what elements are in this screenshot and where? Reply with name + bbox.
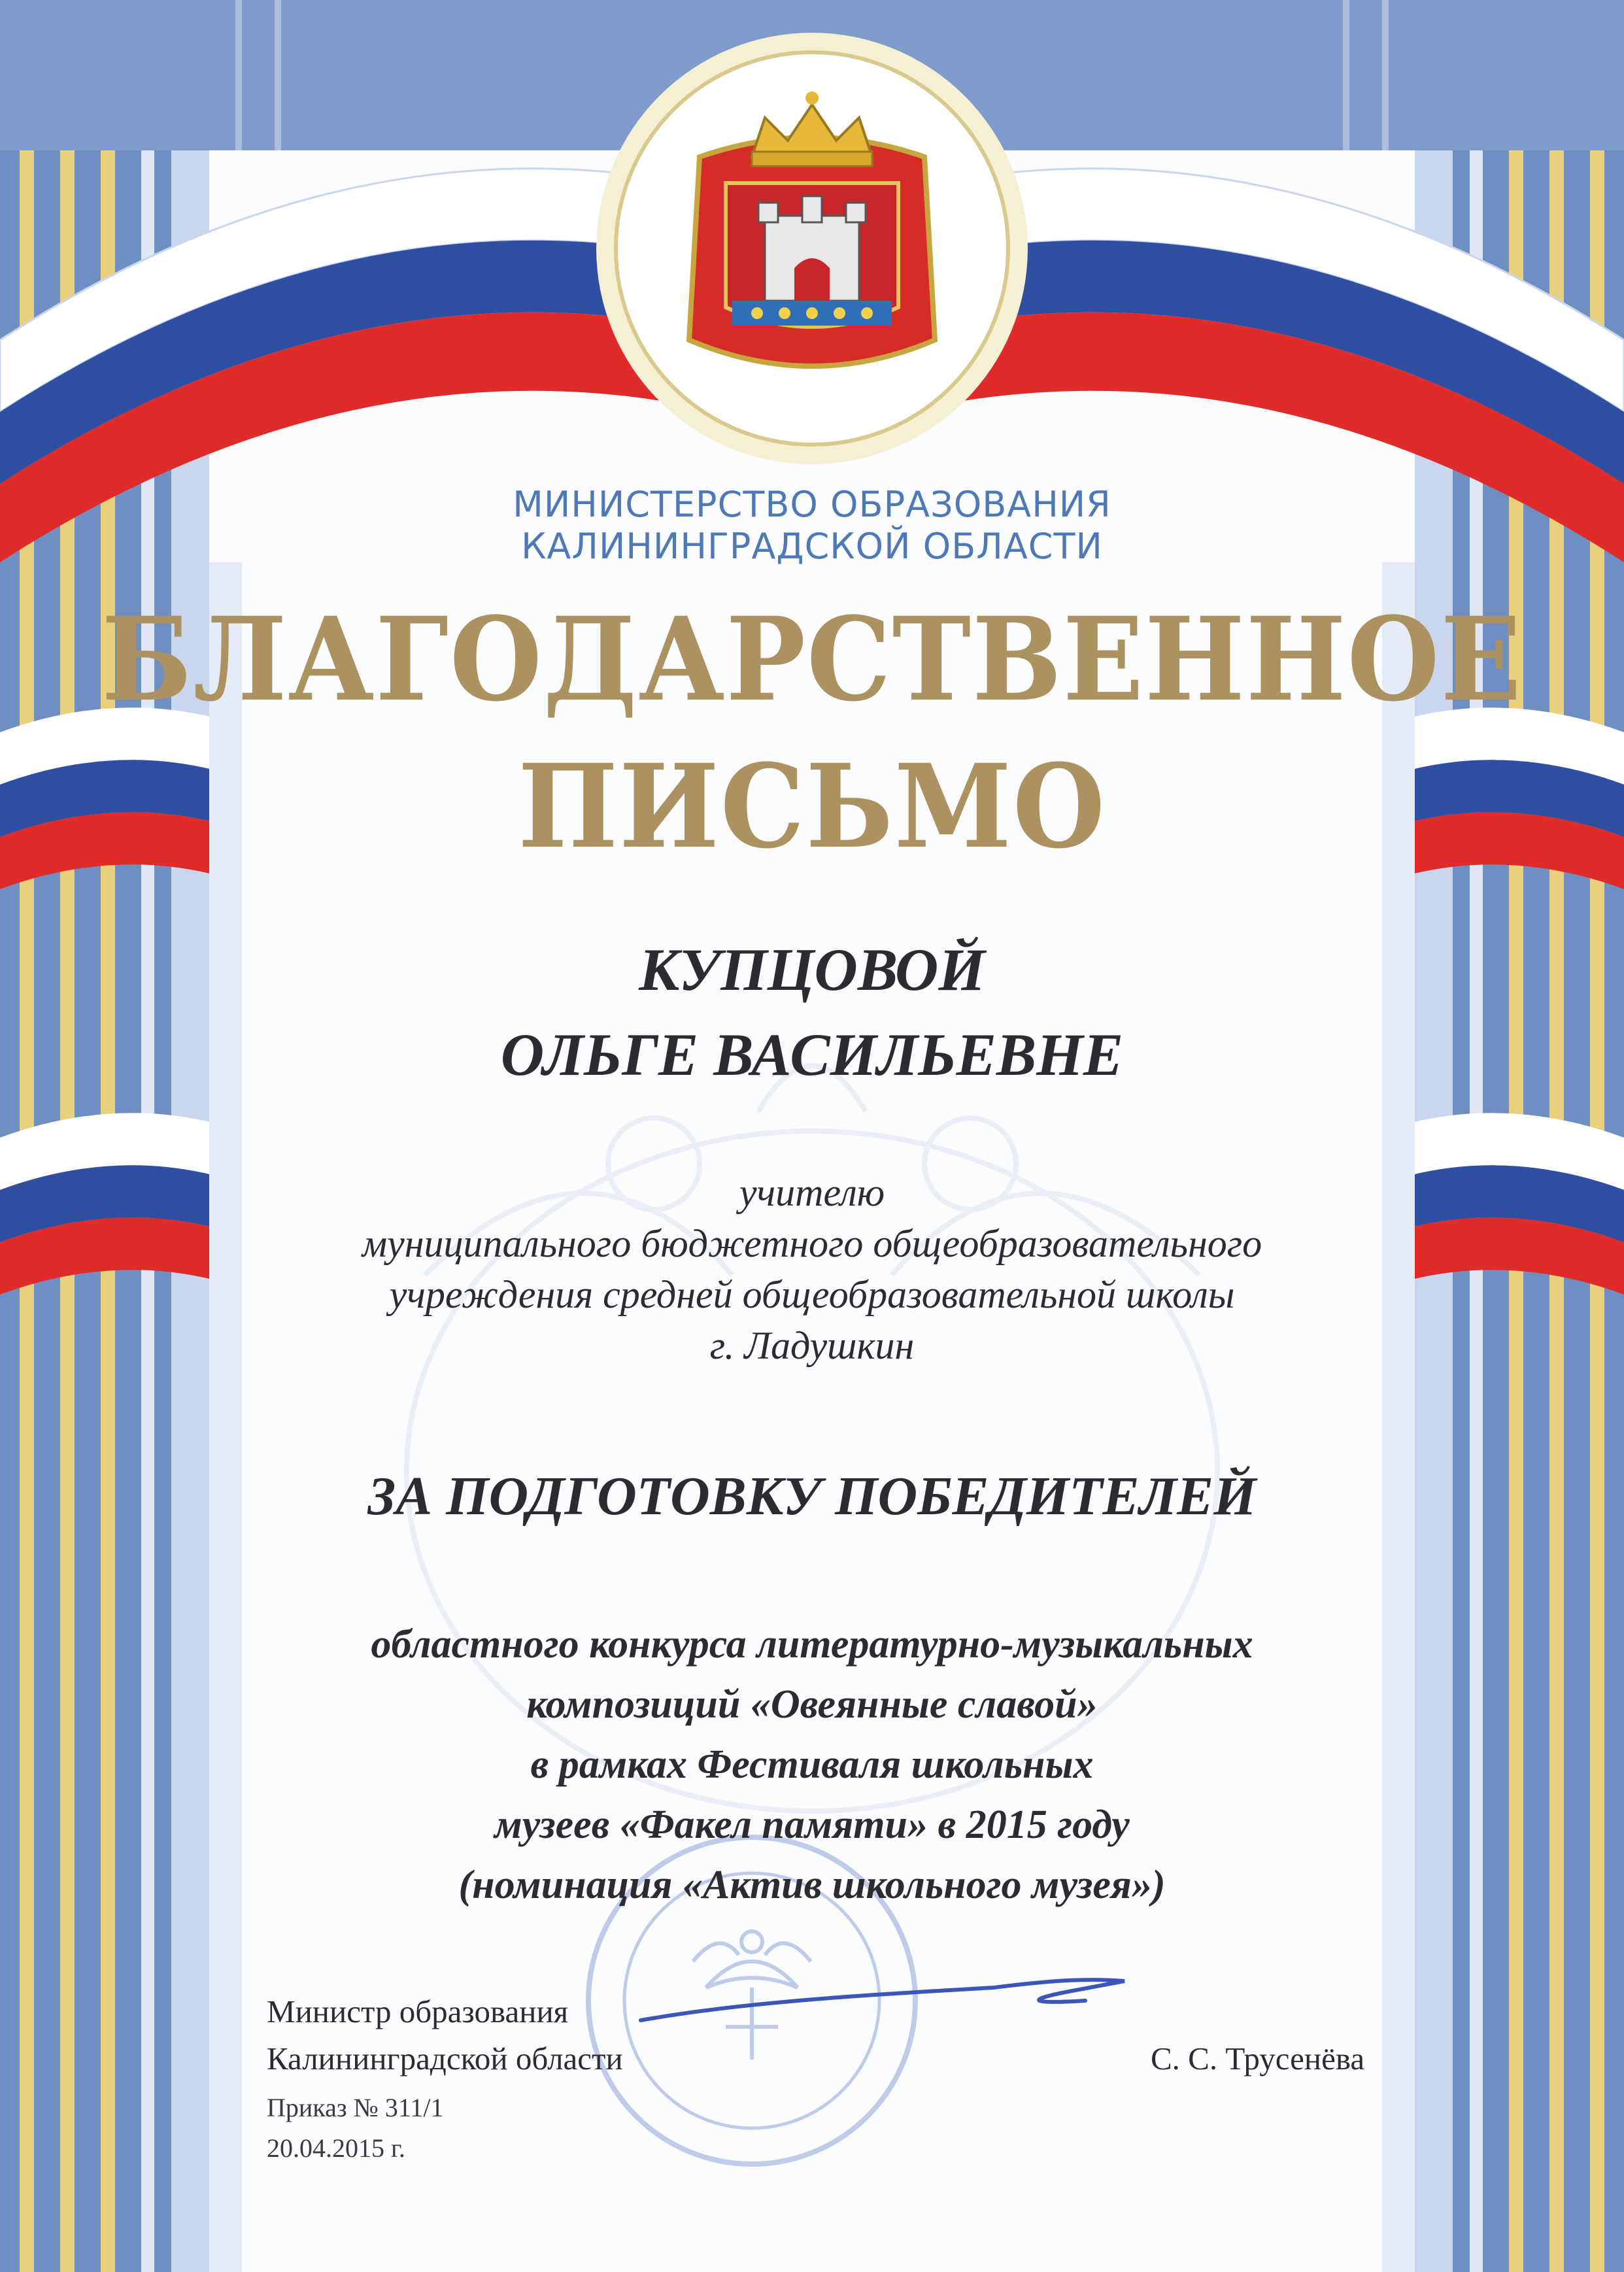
reason-line-1: областного конкурса литературно-музыкальных [371,1622,1253,1667]
castle-tower-icon [758,196,866,301]
reason-headline: ЗА ПОДГОТОВКУ ПОБЕДИТЕЛЕЙ [367,1466,1257,1527]
title-line-1: БЛАГОДАРСТВЕННОЕ [101,592,1523,727]
coat-of-arms-emblem [596,33,1028,464]
signer-title-line-2: Калининградской области [267,2041,623,2077]
reason-line-3: в рамках Фестиваля школьных [530,1742,1094,1787]
reason-line-4: музеев «Факел памяти» в 2015 году [494,1803,1130,1847]
ministry-line-1: МИНИСТЕРСТВО ОБРАЗОВАНИЯ [513,484,1111,525]
ministry-line-2: КАЛИНИНГРАДСКОЙ ОБЛАСТИ [521,526,1103,567]
recipient-surname: КУПЦОВОЙ [639,936,985,1003]
recipient-position: учителю [739,1171,885,1214]
organization-city: г. Ладушкин [709,1324,915,1367]
reason-line-2: композиций «Овеянные славой» [526,1682,1098,1727]
organization-line-1: муниципального бюджетного общеобразовательного [362,1222,1262,1265]
order-number: Приказ № 311/1 [267,2093,444,2122]
signer-title-line-1: Министр образования [267,1993,569,2029]
reason-line-5: (номинация «Актив школьного музея») [458,1863,1166,1907]
title-line-2: ПИСЬМО [518,739,1106,874]
organization-line-2: учреждения средней общеобразовательной школы [389,1273,1235,1316]
order-date: 20.04.2015 г. [267,2133,405,2163]
recipient-name: ОЛЬГЕ ВАСИЛЬЕВНЕ [500,1021,1124,1088]
signer-name: С. С. Трусенёва [1151,2041,1365,2077]
